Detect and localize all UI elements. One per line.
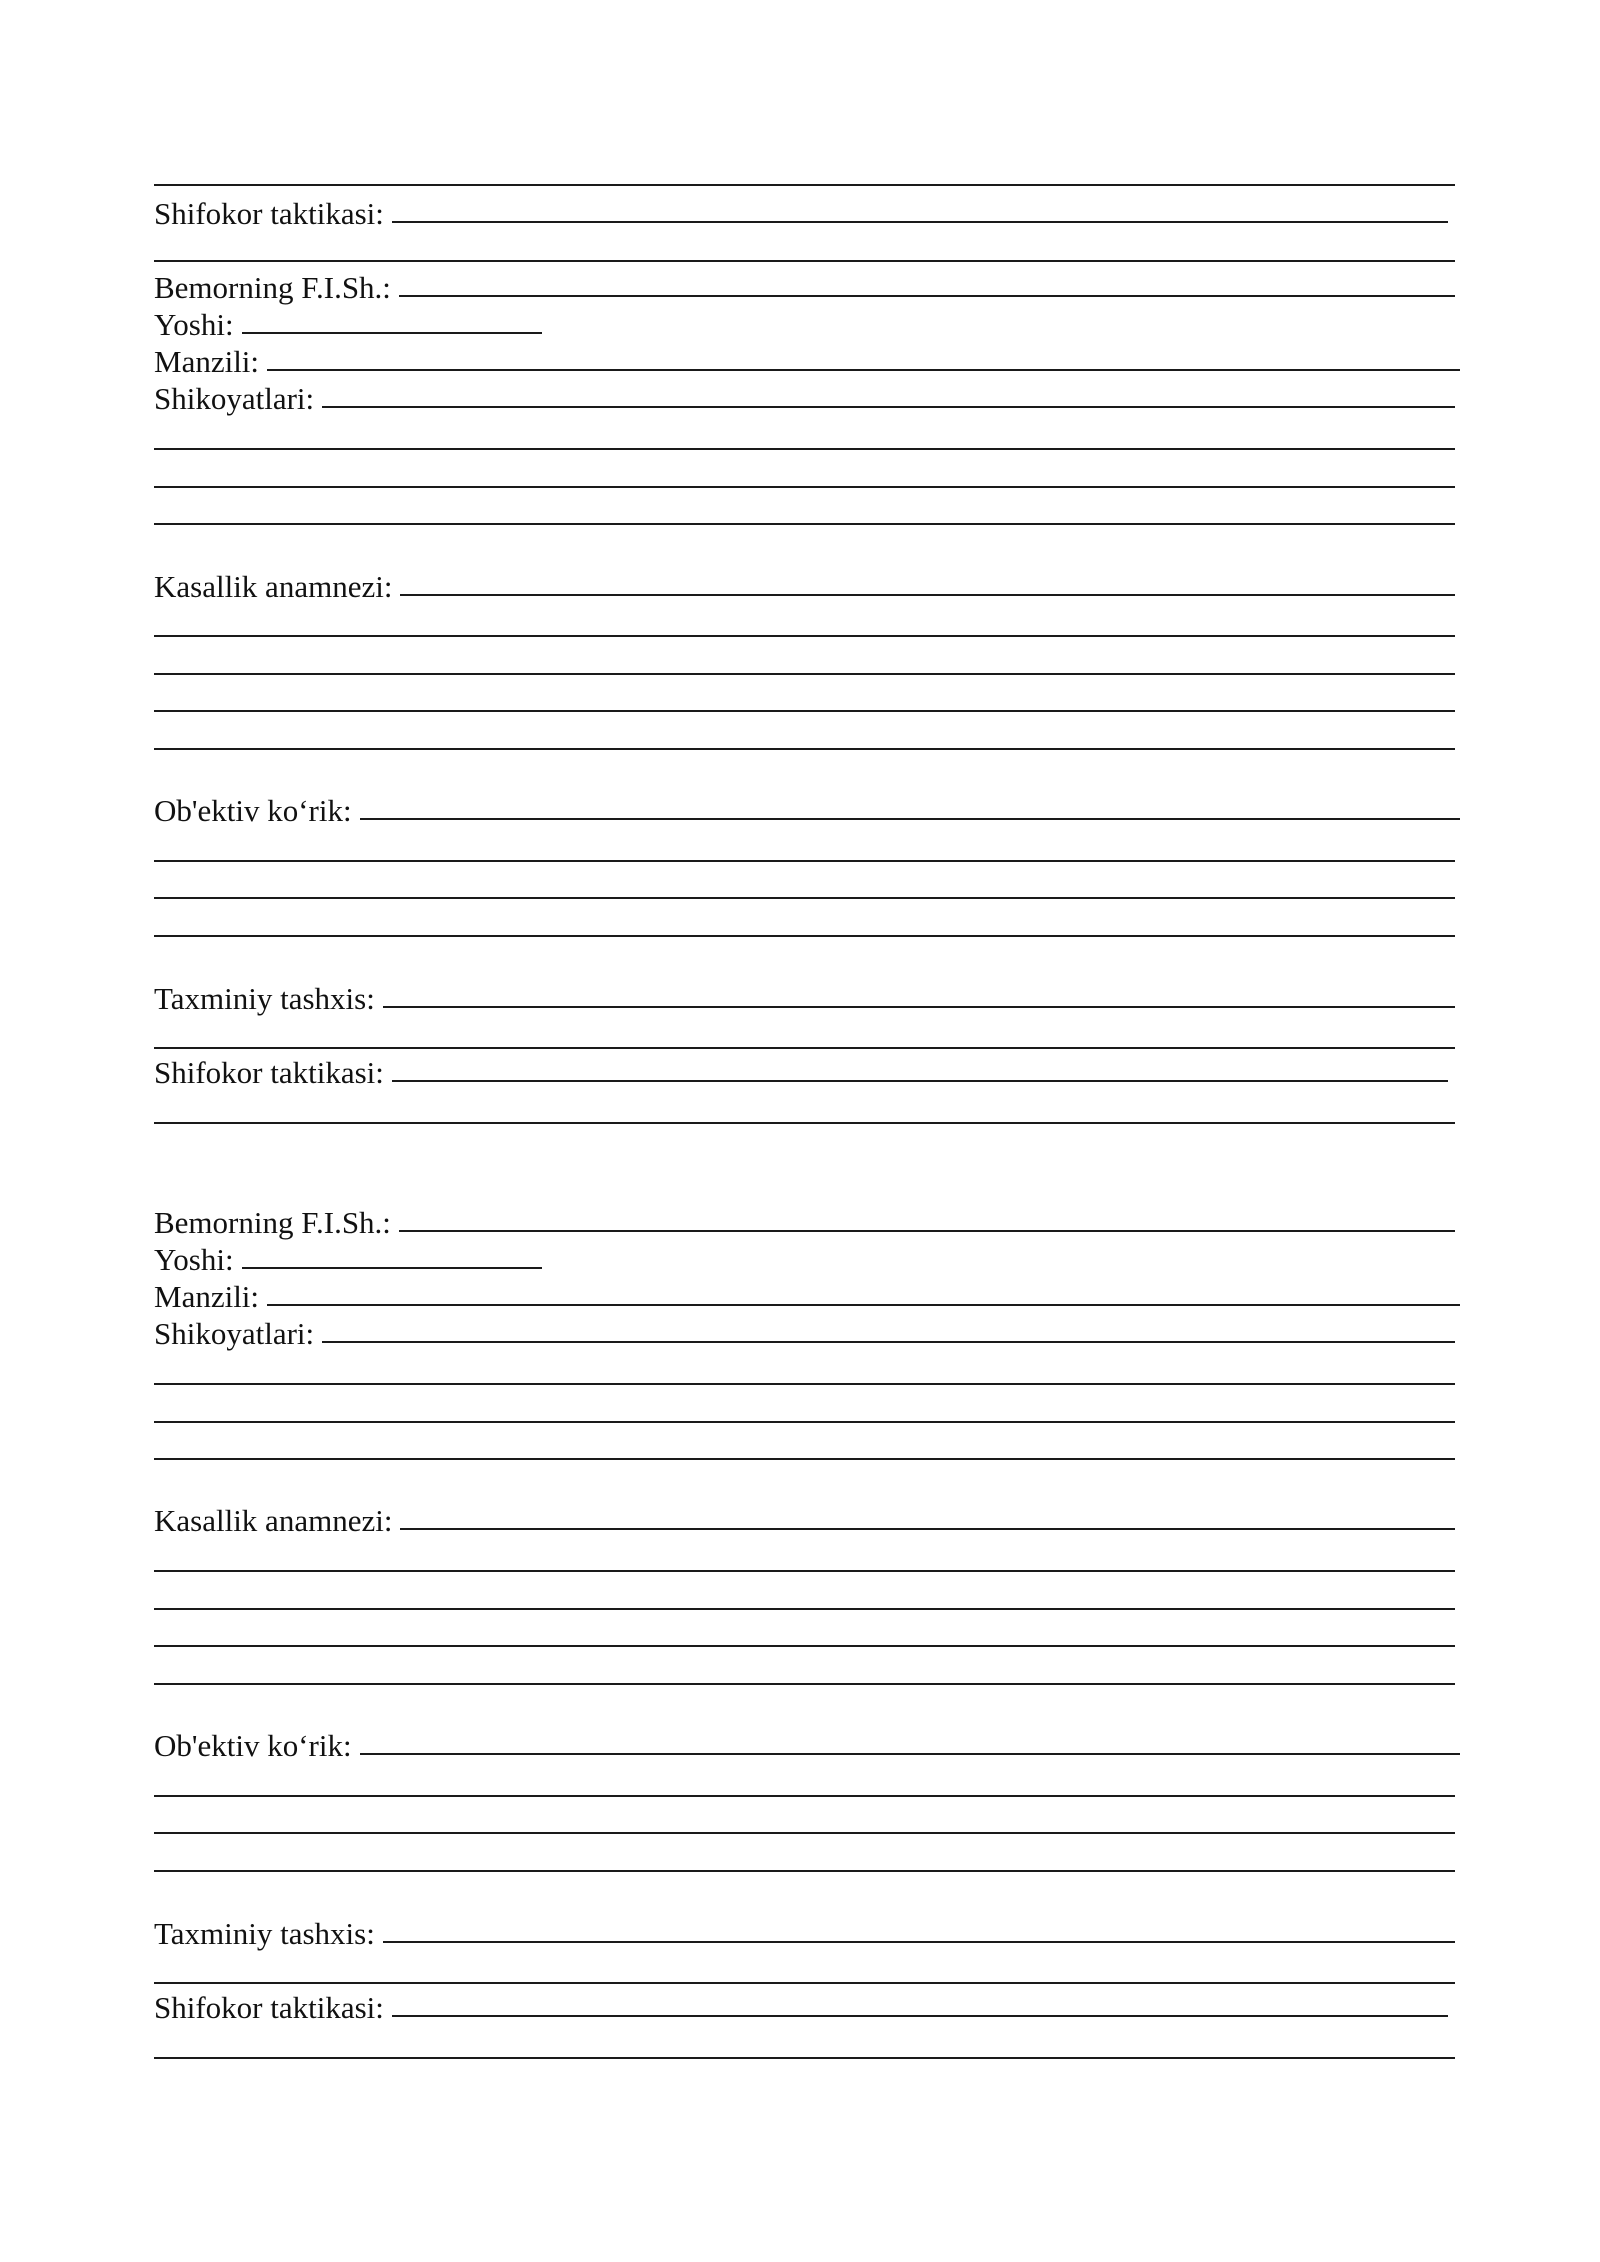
tashxis-label: Taxminiy tashxis: xyxy=(154,981,375,1016)
answer-line[interactable] xyxy=(360,1753,1460,1755)
blank-line[interactable] xyxy=(154,2057,1455,2059)
answer-line[interactable] xyxy=(392,221,1448,223)
manzili-row xyxy=(154,1275,1460,1312)
answer-line[interactable] xyxy=(267,369,1460,371)
anamnez-row xyxy=(154,1499,1455,1536)
obektiv-label: Ob'ektiv ko‘rik: xyxy=(154,1728,352,1763)
blank-line[interactable] xyxy=(154,1458,1455,1460)
answer-line[interactable] xyxy=(242,1267,542,1269)
blank-line[interactable] xyxy=(154,448,1455,450)
shifokor-taktikasi-row xyxy=(154,1051,1448,1088)
blank-line[interactable] xyxy=(154,1608,1455,1610)
obektiv-row xyxy=(154,1724,1460,1761)
blank-line[interactable] xyxy=(154,860,1455,862)
obektiv-row xyxy=(154,789,1460,826)
yoshi-label: Yoshi: xyxy=(154,307,234,342)
shikoyatlari-row xyxy=(154,1312,1455,1349)
blank-line[interactable] xyxy=(154,710,1455,712)
blank-line[interactable] xyxy=(154,486,1455,488)
answer-line[interactable] xyxy=(322,1341,1455,1343)
anamnez-row xyxy=(154,565,1455,602)
fish-label: Bemorning F.I.Sh.: xyxy=(154,1205,391,1240)
answer-line[interactable] xyxy=(399,295,1455,297)
shikoyatlari-row xyxy=(154,377,1455,414)
answer-line[interactable] xyxy=(360,818,1460,820)
blank-line[interactable] xyxy=(154,1570,1455,1572)
shifokor-taktikasi-label: Shifokor taktikasi: xyxy=(154,1055,384,1090)
blank-line[interactable] xyxy=(154,1870,1455,1872)
shifokor-taktikasi-row xyxy=(154,192,1448,229)
shifokor-taktikasi-label: Shifokor taktikasi: xyxy=(154,1990,384,2025)
answer-line[interactable] xyxy=(242,332,542,334)
answer-line[interactable] xyxy=(392,2015,1448,2017)
blank-line[interactable] xyxy=(154,897,1455,899)
blank-line xyxy=(154,260,1455,262)
answer-line[interactable] xyxy=(392,1080,1448,1082)
anamnez-label: Kasallik anamnezi: xyxy=(154,569,393,604)
blank-line[interactable] xyxy=(154,1982,1455,1984)
blank-line[interactable] xyxy=(154,635,1455,637)
fish-row xyxy=(154,266,1455,303)
blank-line[interactable] xyxy=(154,1383,1455,1385)
blank-line xyxy=(154,184,1455,186)
blank-line[interactable] xyxy=(154,1645,1455,1647)
blank-line[interactable] xyxy=(154,1421,1455,1423)
blank-line[interactable] xyxy=(154,523,1455,525)
tashxis-label: Taxminiy tashxis: xyxy=(154,1916,375,1951)
blank-line[interactable] xyxy=(154,748,1455,750)
shifokor-taktikasi-label: Shifokor taktikasi: xyxy=(154,196,384,231)
fish-label: Bemorning F.I.Sh.: xyxy=(154,270,391,305)
answer-line[interactable] xyxy=(383,1941,1455,1943)
tashxis-row xyxy=(154,977,1455,1014)
obektiv-label: Ob'ektiv ko‘rik: xyxy=(154,793,352,828)
blank-line[interactable] xyxy=(154,1047,1455,1049)
blank-line[interactable] xyxy=(154,1832,1455,1834)
tashxis-row xyxy=(154,1912,1455,1949)
answer-line[interactable] xyxy=(399,1230,1455,1232)
answer-line[interactable] xyxy=(400,1528,1455,1530)
answer-line[interactable] xyxy=(400,594,1455,596)
yoshi-label: Yoshi: xyxy=(154,1242,234,1277)
fish-row xyxy=(154,1201,1455,1238)
blank-line[interactable] xyxy=(154,1122,1455,1124)
answer-line[interactable] xyxy=(267,1304,1460,1306)
manzili-label: Manzili: xyxy=(154,344,260,379)
manzili-label: Manzili: xyxy=(154,1279,260,1314)
blank-line[interactable] xyxy=(154,935,1455,937)
blank-line[interactable] xyxy=(154,673,1455,675)
shikoyatlari-label: Shikoyatlari: xyxy=(154,1316,315,1351)
shifokor-taktikasi-row xyxy=(154,1986,1448,2023)
manzili-row xyxy=(154,340,1460,377)
shikoyatlari-label: Shikoyatlari: xyxy=(154,381,315,416)
blank-line[interactable] xyxy=(154,1683,1455,1685)
blank-line[interactable] xyxy=(154,1795,1455,1797)
answer-line[interactable] xyxy=(322,406,1455,408)
anamnez-label: Kasallik anamnezi: xyxy=(154,1503,393,1538)
answer-line[interactable] xyxy=(383,1006,1455,1008)
yoshi-row xyxy=(154,1238,542,1275)
yoshi-row xyxy=(154,303,542,340)
